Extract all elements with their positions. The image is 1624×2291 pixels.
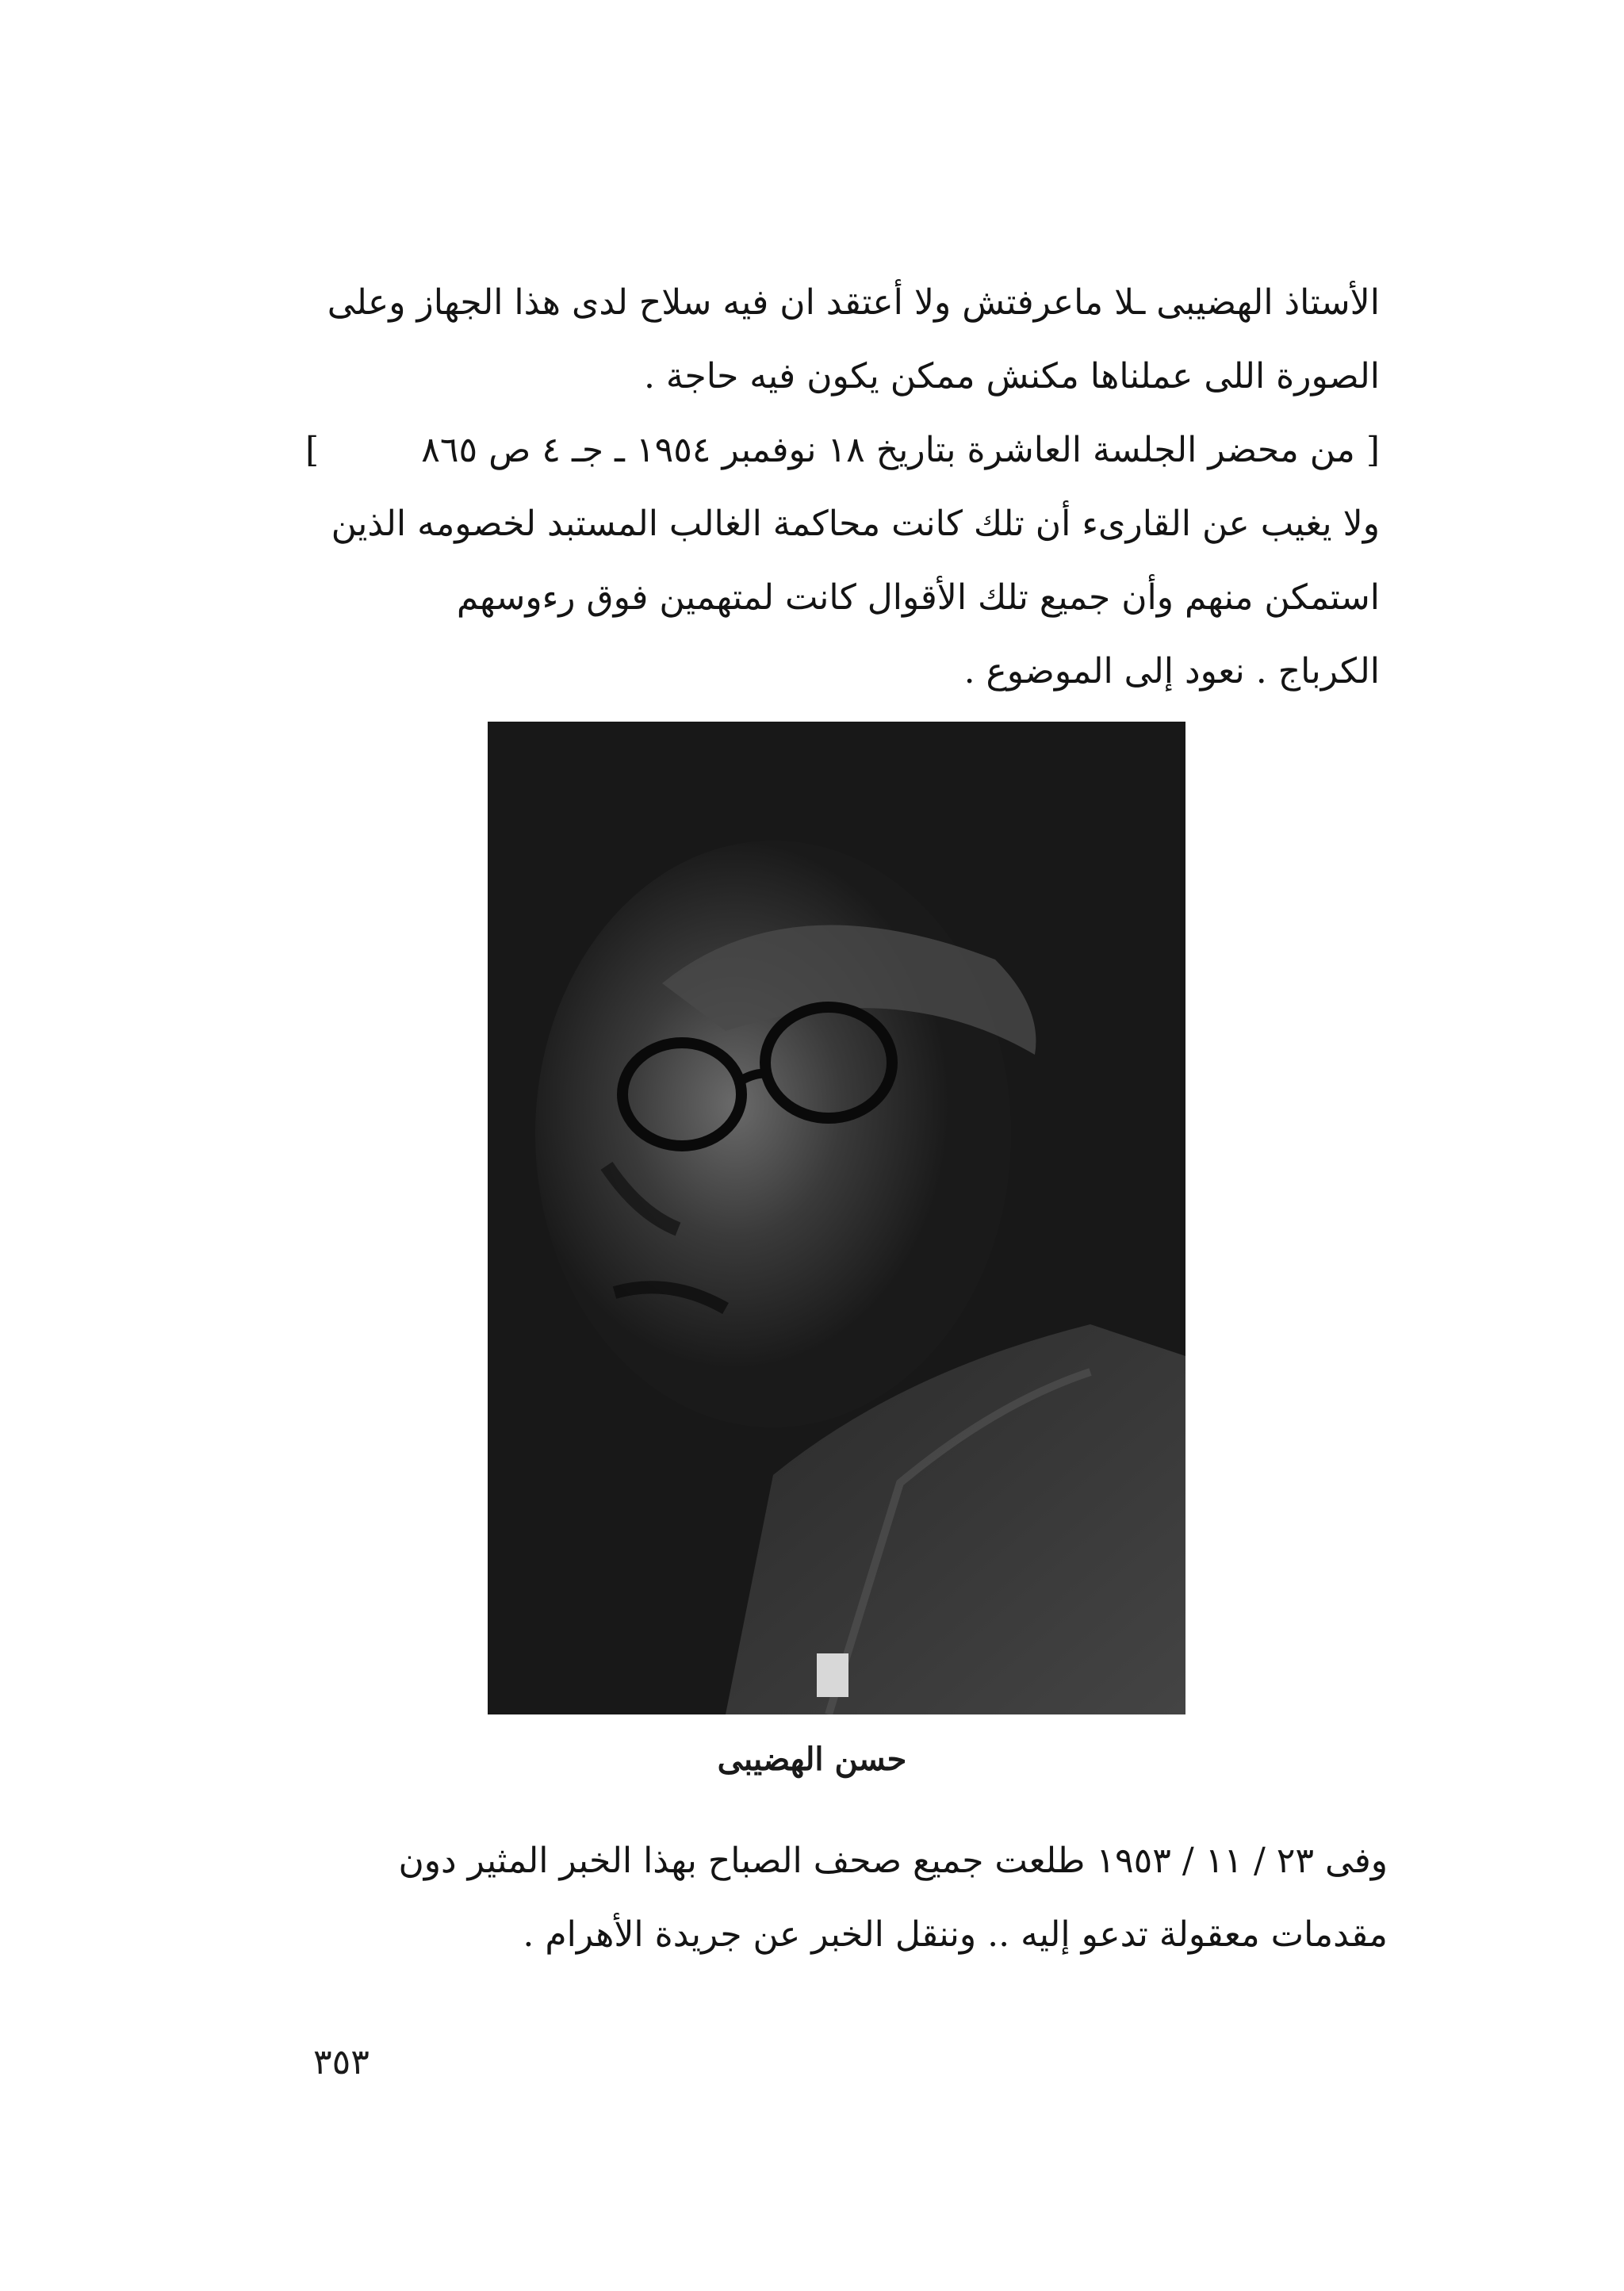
text-line: وفى ٢٣ / ١١ / ١٩٥٣ طلعت جميع صحف الصباح بهذا الخبر المثير دون (398, 1841, 1388, 1881)
text-line: الكرباج . نعود إلى الموضوع . (963, 651, 1380, 692)
portrait-photo (488, 722, 1185, 1714)
photo-caption: حسن الهضيبى (717, 1741, 907, 1778)
citation-text: [ من محضر الجلسة العاشرة بتاريخ ١٨ نوفمبر ١٩٥٤ ـ جـ ٤ ص ٨٦٥ (421, 430, 1380, 470)
top-paragraph (305, 266, 1380, 708)
text-line: ولا يغيب عن القارىء أن تلك كانت محاكمة الغالب المستبد لخصومه الذين (331, 504, 1380, 544)
text-line: الصورة اللى عملناها مكنش ممكن يكون فيه حاجة . (643, 356, 1380, 397)
citation (305, 413, 1380, 487)
bottom-paragraph (321, 1824, 1388, 1971)
portrait-image (488, 722, 1185, 1714)
page-number: ٣٥٣ (313, 2042, 370, 2082)
text-line: مقدمات معقولة تدعو إليه .. وننقل الخبر عن جريدة الأهرام . (523, 1914, 1388, 1955)
text-line: الأستاذ الهضيبى ـلا ماعرفتش ولا أعتقد ان فيه سلاح لدى هذا الجهاز وعلى (327, 282, 1380, 323)
citation-bracket: ] (305, 430, 320, 470)
text-line: استمكن منهم وأن جميع تلك الأقوال كانت لمتهمين فوق رءوسهم (456, 577, 1380, 618)
